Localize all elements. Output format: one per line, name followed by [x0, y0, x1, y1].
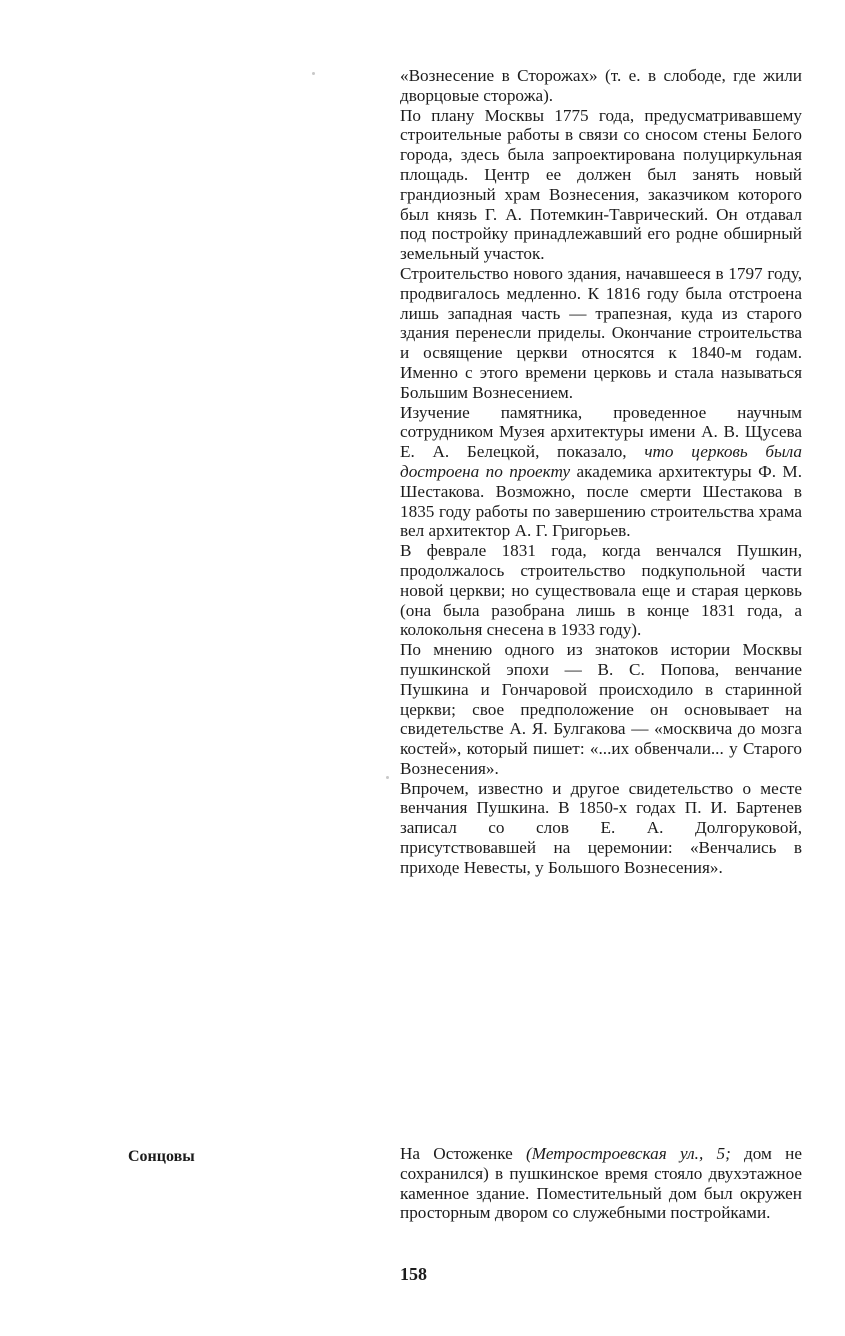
- paragraph: По плану Москвы 1775 года, предусматривавшему строительные работы в связи со сносом стены Белого города, здесь была запроектирована полуциркульная площадь. Центр ее должен был занять новый грандиозный храм Вознесения, заказчиком которого был князь Г. А. Потемкин-Таврический. Он отдавал под постройку принадлежавший его родне обширный земельный участок.: [400, 105, 802, 264]
- section-text: [400, 1144, 802, 1223]
- paragraph-italic-text: что церковь была достроена по проекту: [400, 442, 802, 481]
- paragraph-text: академика архитектуры Ф. М. Шестакова. Возможно, после смерти Шестакова в 1835 году работы по завершению строительства храма вел архитектор А. Г. Григорьев.: [400, 461, 802, 541]
- paragraph-text: Изучение памятника, проведенное научным сотрудником Музея архитектуры имени А. В. Щусева Е. А. Белецкой, показало,: [400, 402, 802, 462]
- paragraph: [400, 403, 802, 542]
- paragraph-text: дом не сохранился) в пушкинское время стояло двухэтажное каменное здание. Поместительный дом был окружен просторным двором со служебными постройками.: [400, 1144, 802, 1223]
- print-speck: [386, 776, 389, 779]
- paragraph: «Вознесение в Сторожах» (т. е. в слободе, где жили дворцовые сторожа).: [400, 66, 802, 105]
- paragraph: [400, 1144, 802, 1223]
- paragraph-text: На Остоженке: [400, 1144, 527, 1163]
- paragraph: В феврале 1831 года, когда венчался Пушкин, продолжалось строительство подкупольной части новой церкви; но существовала еще и старая церковь (она была разобрана лишь в конце 1831 года, а колокольня снесена в 1933 году).: [400, 541, 802, 640]
- paragraph: Впрочем, известно и другое свидетельство о месте венчания Пушкина. В 1850-х годах П. И. Бартенев записал со слов Е. А. Долгоруковой, присутствовавшей на церемонии: «Венчались в приходе Невесты, у Большого Вознесения».: [400, 778, 802, 877]
- main-text-column: [400, 66, 802, 878]
- section-heading: Сонцовы: [128, 1148, 195, 1165]
- paragraph: Строительство нового здания, начавшееся в 1797 году, продвигалось медленно. К 1816 году была отстроена лишь западная часть — трапезная, куда из старого здания перенесли приделы. Окончание строительства и освящение церкви относятся к 1840-м годам. Именно с этого времени церковь и стала называться Большим Вознесением.: [400, 263, 802, 402]
- paragraph: По мнению одного из знатоков истории Москвы пушкинской эпохи — В. С. Попова, венчание Пушкина и Гончаровой происходило в старинной церкви; свое предположение он основывает на свидетельстве А. Я. Булгакова — «москвича до мозга костей», который пишет: «...их обвенчали... у Старого Вознесения».: [400, 640, 802, 778]
- print-speck: [312, 72, 315, 75]
- page-number: 158: [400, 1264, 427, 1284]
- paragraph-italic-text: (Метростроевская ул., 5;: [526, 1144, 731, 1163]
